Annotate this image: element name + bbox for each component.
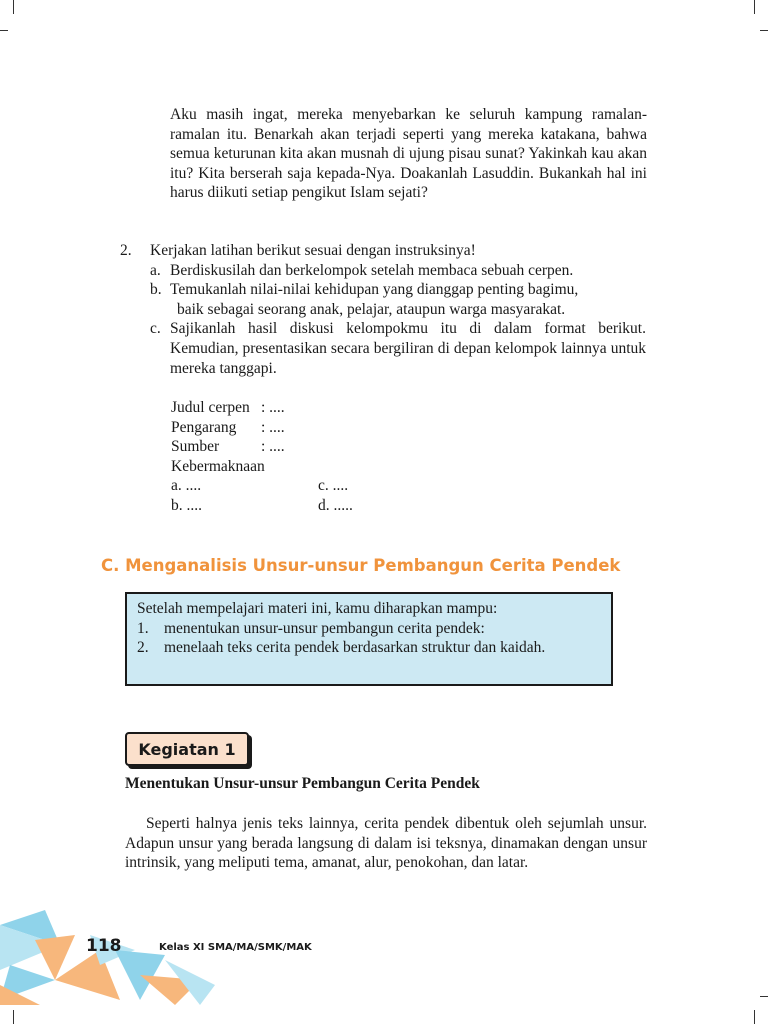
task-item-b-cont: baik sebagai seorang anak, pelajar, ataupun warga masyarakat. (177, 300, 566, 318)
task-instruction: Kerjakan latihan berikut sesuai dengan instruksinya! (150, 242, 476, 259)
task-2 (120, 241, 648, 378)
kegiatan-label: Kegiatan 1 (125, 732, 249, 766)
crop-mark (754, 0, 755, 14)
format-label: Pengarang (171, 418, 237, 436)
task-item-c: c. Sajikanlah hasil diskusi kelompokmu itu di dalam format berikut. Kemudian, presentasikan secara bergiliran di depan kelompok lainnya untuk mereka tanggapi. (150, 320, 646, 377)
crop-mark (760, 996, 768, 997)
quote-text: Aku masih ingat, mereka menyebarkan ke seluruh kampung ramalan-ramalan itu. Benarkah akan terjadi seperti yang mereka katakana, bahwa semua keturunan kita akan musnah di ujung pisau sunat? Yakinkah kau akan itu? Kita berserah saja kepada-Nya. Doakanlah Lasuddin. Bukankah hal ini harus diikuti setiap pengikut Islam sejati? (170, 106, 647, 202)
quote-paragraph (170, 105, 647, 203)
crop-mark (13, 1010, 14, 1024)
crop-mark (760, 30, 768, 31)
kegiatan-subheading: Menentukan Unsur-unsur Pembangun Cerita Pendek (125, 775, 480, 792)
task-item-b: b. Temukanlah nilai-nilai kehidupan yang dianggap penting bagimu, (150, 281, 579, 299)
page-number: 118 (86, 936, 122, 956)
task-item-a: a. Berdiskusilah dan berkelompok setelah membaca sebuah cerpen. (150, 261, 574, 279)
format-label: Judul cerpen (171, 399, 250, 416)
goal-item: 1. menentukan unsur-unsur pembangun cerita pendek: (137, 619, 485, 637)
section-heading: C. Menganalisis Unsur-unsur Pembangun Cerita Pendek (101, 556, 621, 575)
goal-item: 2. menelaah teks cerita pendek berdasarkan struktur dan kaidah. (137, 639, 546, 657)
crop-mark (0, 30, 8, 31)
kegiatan-paragraph: Seperti halnya jenis teks lainnya, cerita pendek dibentuk oleh sejumlah unsur. Adapun unsur yang berada langsung di dalam isi teksnya, dinamakan dengan unsur intrinsik, yang meliputi tema, amanat, alur, penokohan, dan latar. (125, 815, 647, 872)
goals-intro: Setelah mempelajari materi ini, kamu diharapkan mampu: (137, 600, 498, 617)
book-label: Kelas XI SMA/MA/SMK/MAK (159, 942, 312, 953)
learning-goals-box (125, 592, 613, 686)
crop-mark (754, 1010, 755, 1024)
format-block: Judul cerpen : .... Pengarang : .... Sumber : .... Kebermaknaan a. .... c. .... b. .... d. ..... (171, 399, 353, 514)
format-label: Kebermaknaan (171, 457, 265, 475)
format-label: Sumber (171, 438, 220, 456)
crop-mark (13, 0, 14, 14)
task-number: 2. (120, 242, 132, 259)
